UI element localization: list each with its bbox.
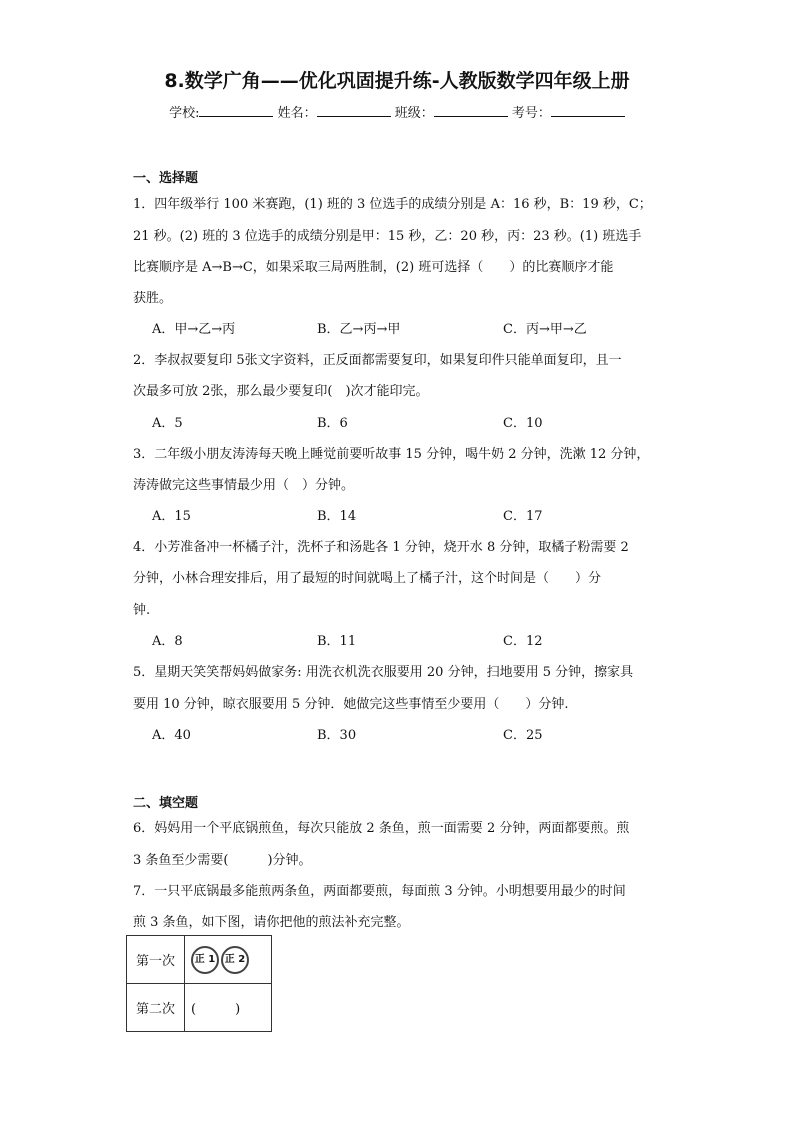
question-1-option-a[interactable]: A．甲→乙→丙 bbox=[152, 322, 236, 337]
question-5-line: 5．星期天笑笑帮妈妈做家务: 用洗衣机洗衣服要用 20 分钟，扫地要用 5 分钟，擦家具 bbox=[133, 665, 634, 680]
question-4-line: 分钟，小林合理安排后，用了最短的时间就喝上了橘子汁，这个时间是（ ）分 bbox=[133, 571, 602, 586]
question-1-line: 比赛顺序是 A→B→C，如果采取三局两胜制，(2) 班可选择（ ）的比赛顺序才能 bbox=[133, 260, 614, 275]
fish-1-front-icon: 正 1 bbox=[191, 946, 219, 974]
second-round-answer-blank[interactable]: ( ) bbox=[185, 984, 272, 1032]
question-3-line: 3．二年级小朋友涛涛每天晚上睡觉前要听故事 15 分钟，喝牛奶 2 分钟，洗漱 12 分钟， bbox=[133, 447, 650, 462]
question-4-line: 钟. bbox=[133, 603, 151, 618]
question-7-line: 7．一只平底锅最多能煎两条鱼，两面都要煎，每面煎 3 分钟。小明想要用最少的时间 bbox=[133, 884, 626, 899]
question-2-line: 次最多可放 2张，那么最少要复印( )次才能印完。 bbox=[133, 384, 429, 399]
question-1-line: 1．四年级举行 100 米赛跑，(1) 班的 3 位选手的成绩分别是 A：16 秒，B：19 秒，C； bbox=[133, 197, 652, 212]
question-3-option-c[interactable]: C．17 bbox=[503, 509, 543, 524]
fish-2-front-icon: 正 2 bbox=[221, 946, 249, 974]
school-blank[interactable] bbox=[199, 104, 273, 117]
question-4-option-a[interactable]: A．8 bbox=[152, 634, 183, 649]
question-2-option-c[interactable]: C．10 bbox=[503, 416, 543, 431]
question-1-line: 获胜。 bbox=[133, 291, 173, 306]
section-heading-fill-in: 二、填空题 bbox=[133, 796, 199, 811]
question-5-line: 要用 10 分钟，晾衣服要用 5 分钟．她做完这些事情至少要用（ ）分钟. bbox=[133, 697, 569, 712]
question-3-line: 涛涛做完这些事情最少用（ ）分钟。 bbox=[133, 478, 355, 493]
school-label: 学校: bbox=[169, 106, 200, 121]
page-title: 8.数学广角——优化巩固提升练-人教版数学四年级上册 bbox=[164, 70, 630, 92]
question-6-line: 6．妈妈用一个平底锅煎鱼，每次只能放 2 条鱼，煎一面需要 2 分钟，两面都要煎。煎 bbox=[133, 821, 630, 836]
frying-table bbox=[126, 935, 272, 1032]
section-heading-choice: 一、选择题 bbox=[133, 171, 199, 186]
question-6-line: 3 条鱼至少需要( )分钟。 bbox=[133, 853, 312, 868]
question-5-option-c[interactable]: C．25 bbox=[503, 728, 543, 743]
row-label-first: 第一次 bbox=[127, 936, 185, 984]
question-1-option-b[interactable]: B．乙→丙→甲 bbox=[317, 322, 401, 337]
exam-no-blank[interactable] bbox=[551, 104, 625, 117]
question-4-option-c[interactable]: C．12 bbox=[503, 634, 543, 649]
table-row bbox=[127, 984, 272, 1032]
name-label: 姓名： bbox=[277, 106, 317, 121]
question-2-option-b[interactable]: B．6 bbox=[317, 416, 348, 431]
question-5-option-a[interactable]: A．40 bbox=[152, 728, 191, 743]
class-label: 班级： bbox=[394, 106, 434, 121]
question-7-line: 煎 3 条鱼，如下图，请你把他的煎法补充完整。 bbox=[133, 915, 410, 930]
question-4-option-b[interactable]: B．11 bbox=[317, 634, 357, 649]
question-1-option-c[interactable]: C．丙→甲→乙 bbox=[503, 322, 587, 337]
question-2-line: 2．李叔叔要复印 5张文字资料，正反面都需要复印，如果复印件只能单面复印，且一 bbox=[133, 353, 622, 368]
question-4-line: 4．小芳准备冲一杯橘子汁，洗杯子和汤匙各 1 分钟，烧开水 8 分钟，取橘子粉需要 2 bbox=[133, 540, 629, 555]
question-3-option-b[interactable]: B．14 bbox=[317, 509, 357, 524]
question-3-option-a[interactable]: A．15 bbox=[152, 509, 191, 524]
row-label-second: 第二次 bbox=[127, 984, 185, 1032]
name-blank[interactable] bbox=[317, 104, 391, 117]
question-5-option-b[interactable]: B．30 bbox=[317, 728, 357, 743]
first-round-cell bbox=[185, 936, 272, 984]
student-info-line bbox=[0, 102, 794, 121]
exam-no-label: 考号： bbox=[511, 106, 551, 121]
class-blank[interactable] bbox=[434, 104, 508, 117]
table-row bbox=[127, 936, 272, 984]
question-2-option-a[interactable]: A．5 bbox=[152, 416, 183, 431]
question-1-line: 21 秒。(2) 班的 3 位选手的成绩分别是甲：15 秒，乙：20 秒，丙：23 秒。(1) 班选手 bbox=[133, 229, 642, 244]
